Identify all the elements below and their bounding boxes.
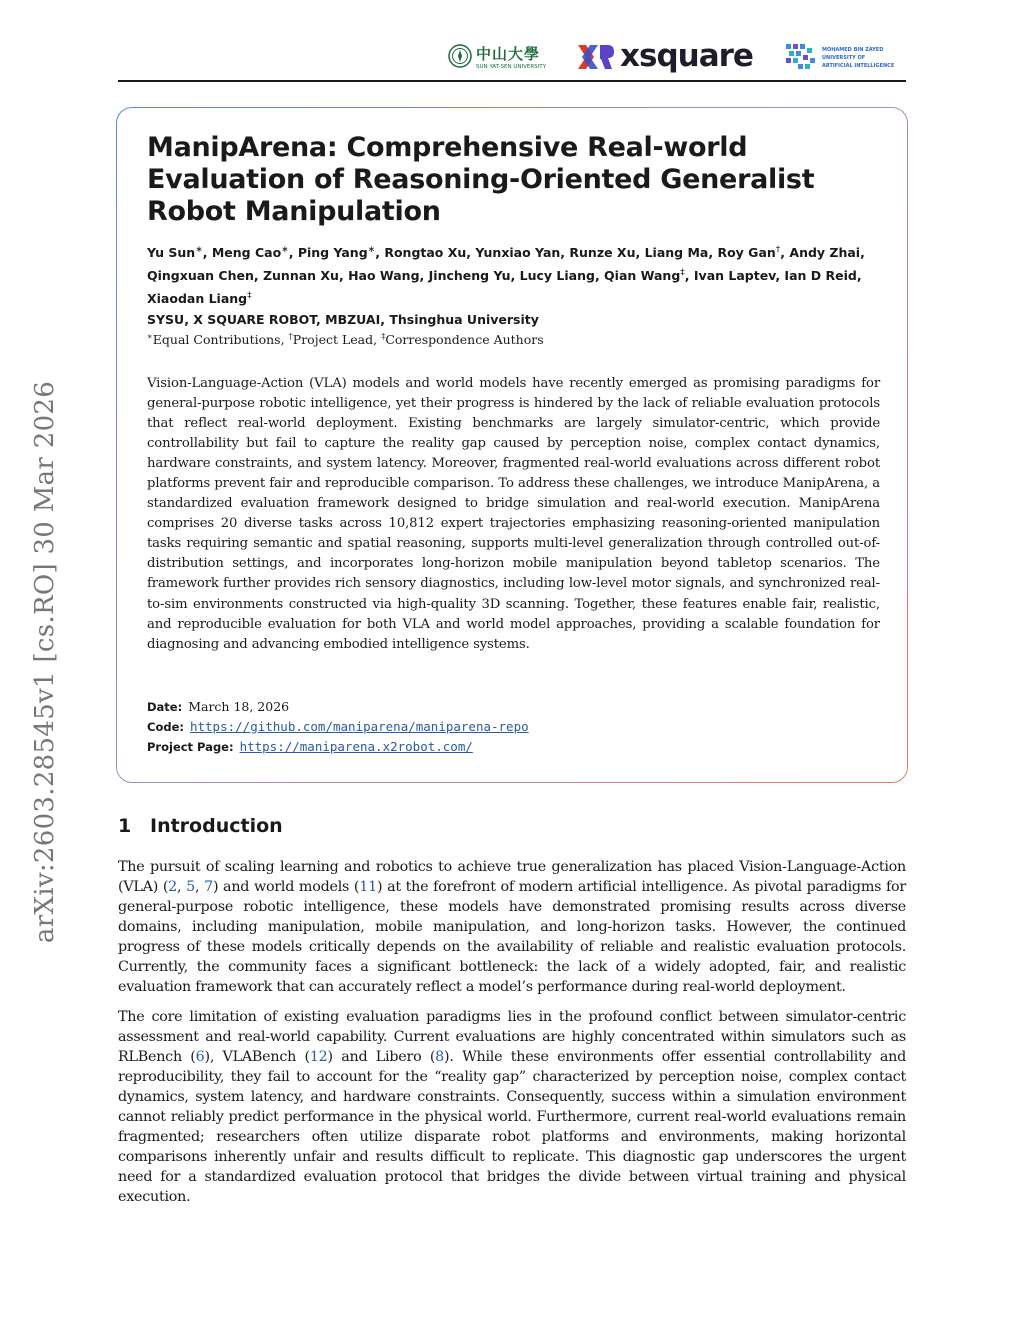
citation-link[interactable]: 12 <box>309 1049 328 1066</box>
mbzuai-name-line-2: UNIVERSITY OF <box>822 55 866 61</box>
author-name <box>384 245 466 260</box>
author-list: Yu Sun∗, Meng Cao∗, Ping Yang∗, Rongtao Xu, Yunxiao Yan, Runze Xu, Liang Ma, Roy Gan†, Andy Zhai, Qingxuan Chen, Zunnan Xu, Hao Wang, Jincheng Yu, Lucy Liang, Qian Wang‡, Ivan Laptev, Ian D Reid, Xiaodan Liang‡ <box>147 245 865 307</box>
author-name <box>263 268 339 283</box>
sysu-chinese-name: 中山大學 <box>476 45 541 63</box>
author-name <box>147 245 203 260</box>
author-name <box>429 268 511 283</box>
date-row <box>147 699 289 714</box>
contribution-mark: † <box>288 332 293 342</box>
author-name <box>694 268 775 283</box>
contribution-mark: ∗ <box>147 332 153 342</box>
mbzuai-name-line-1: MOHAMED BIN ZAYED <box>822 47 884 53</box>
code-row <box>147 719 529 734</box>
author-name-text: Ian D Reid <box>784 268 857 284</box>
paragraph-text: ) and world models ( <box>212 879 360 896</box>
xsquare-wordmark: xsquare <box>620 38 753 74</box>
xr-mark-icon <box>576 42 616 72</box>
sysu-seal-icon <box>448 44 472 68</box>
author-name <box>645 245 709 260</box>
author-name <box>348 268 419 283</box>
author-mark: ∗ <box>281 245 289 255</box>
sysu-logo <box>448 40 553 76</box>
mbzuai-name-line-3: ARTIFICIAL INTELLIGENCE <box>822 63 895 69</box>
abstract-text: Vision-Language-Action (VLA) models and world models have recently emerged as promising paradigms for general-purpose robotic intelligence, yet their progress is hindered by the lack of reliable evaluation protocols that reflect real-world deployment. Existing benchmarks are largely simulator-centric, which provide controllability but fail to capture the reality gap caused by perception noise, complex contact dynamics, hardware constraints, and system latency. Moreover, fragmented real-world evaluations across different robot platforms prevent fair and reproducible comparison. To address these challenges, we introduce ManipArena, a standardized evaluation framework designed to bridge simulation and real-world execution. ManipArena comprises 20 diverse tasks across 10,812 expert trajectories emphasizing reasoning-oriented manipulation tasks requiring semantic and spatial reasoning, supports multi-level generalization through controlled out-of-distribution settings, and incorporates long-horizon mobile manipulation beyond tabletop scenarios. The framework further provides rich sensory diagnostics, including low-level motor signals, and synchronized real-to-sim environments constructed via high-quality 3D scanning. Together, these features enable fair, realistic, and reproducible evaluation for both VLA and world model approaches, providing a scalable foundation for diagnosing and advancing embodied intelligence systems. <box>147 376 880 652</box>
arxiv-identifier-stamp: arXiv:2603.28545v1 [cs.RO] 30 Mar 2026 <box>30 380 60 944</box>
section-title: Introduction <box>150 815 283 837</box>
author-name-text: Qian Wang <box>604 268 681 284</box>
project-page-row <box>147 739 473 754</box>
author-name <box>789 245 860 260</box>
author-name-text: Liang Ma <box>644 245 709 261</box>
author-name-text: Qingxuan Chen <box>147 268 254 284</box>
author-name <box>604 268 685 283</box>
author-mark: ‡ <box>247 291 252 302</box>
code-link[interactable]: https://github.com/maniparena/maniparena-repo <box>189 719 529 734</box>
citation-link[interactable]: 2 <box>168 879 178 896</box>
author-mark: ∗ <box>367 245 376 255</box>
author-name-text: Ping Yang <box>297 245 368 261</box>
abstract-box-inner <box>117 108 907 782</box>
citation-separator: , <box>177 879 187 896</box>
paragraph-text: The core limitation of existing evaluation paradigms lies in the profound conflict between simulator-centric assessment and real-world capability. Current evaluations are highly concentrated within simulators such as RLBench ( <box>118 1009 906 1066</box>
paragraph-text: ) and Libero ( <box>327 1049 436 1066</box>
author-name-text: Hao Wang <box>348 268 420 284</box>
affiliations: SYSU, X SQUARE ROBOT, MBZUAI, Thsinghua University <box>147 312 539 327</box>
contribution-text: Correspondence Authors <box>385 332 544 348</box>
author-name-text: Ivan Laptev <box>693 268 776 284</box>
citation-separator: , <box>194 879 205 896</box>
paragraph-text: ). While these environments offer essential controllability and reproducibility, they fail to account for the “reality gap” characterized by perception noise, complex contact dynamics, system latency, and hardware constraints. Consequently, success within a simulation environment cannot reliably predict performance in the physical world. Furthermore, current real-world evaluations remain fragmented; researchers often utilize disparate robot platforms and environments, making horizontal comparisons inherently unfair and results difficult to replicate. This diagnostic gap underscores the urgent need for a standardized evaluation protocol that bridges the divide between virtual training and physical execution. <box>118 1049 906 1206</box>
code-label: Code: <box>147 720 184 734</box>
author-name-text: Andy Zhai <box>789 245 861 261</box>
author-name-text: Yu Sun <box>147 245 196 261</box>
author-name <box>784 268 856 283</box>
project-page-link[interactable]: https://maniparena.x2robot.com/ <box>239 739 473 754</box>
author-name <box>717 245 780 260</box>
contribution-mark: ‡ <box>381 332 386 342</box>
author-name-text: Roy Gan <box>717 245 776 261</box>
citation-link[interactable]: 6 <box>195 1049 205 1066</box>
contribution-text: Equal Contributions, <box>152 332 289 348</box>
author-name-text: Runze Xu <box>569 245 636 261</box>
author-name <box>147 268 254 283</box>
author-name-text: Xiaodan Liang <box>147 291 248 307</box>
sysu-english-name: SUN YAT-SEN UNIVERSITY <box>476 64 546 70</box>
citation-link[interactable]: 5 <box>186 879 195 896</box>
date-label: Date: <box>147 700 183 714</box>
citation-link[interactable]: 11 <box>359 879 377 896</box>
paragraph-text: ), VLABench ( <box>204 1049 310 1066</box>
paragraph-text: ) at the forefront of modern artificial intelligence. As pivotal paradigms for general-purpose robotic intelligence, these models have demonstrated promising results across diverse domains, including manipulation, mobile manipulation, and long-horizon tasks. However, the continued progress of these models critically depends on the availability of reliable and realistic evaluation protocols. Currently, the community faces a significant bottleneck: the lack of a widely adopted, fair, and realistic evaluation framework that can accurately reflect a model’s performance during real-world deployment. <box>118 879 906 996</box>
intro-paragraph-1 <box>118 857 906 997</box>
author-name <box>475 245 560 260</box>
author-name <box>569 245 635 260</box>
paper-title: ManipArena: Comprehensive Real-world Evaluation of Reasoning-Oriented Generalist Robot Manipulation <box>147 132 815 227</box>
paragraph-text: The pursuit of scaling learning and robotics to achieve true generalization has placed Vision-Language-Action (VLA) ( <box>118 859 906 896</box>
citation-link[interactable]: 7 <box>204 879 213 896</box>
author-name-text: Yunxiao Yan <box>475 245 561 261</box>
contribution-note <box>147 332 544 347</box>
date-value: March 18, 2026 <box>188 699 290 714</box>
mbzuai-logo <box>784 40 904 76</box>
author-mark: ∗ <box>195 245 203 255</box>
author-name <box>212 245 289 260</box>
contribution-text: Project Lead, <box>292 332 382 348</box>
author-name-text: Meng Cao <box>211 245 282 261</box>
citation-link[interactable]: 8 <box>435 1049 445 1066</box>
author-name <box>147 291 252 306</box>
author-mark: † <box>775 245 781 255</box>
author-name-text: Lucy Liang <box>519 268 595 284</box>
author-name <box>298 245 375 260</box>
section-number: 1 <box>118 815 132 837</box>
project-page-label: Project Page: <box>147 740 234 754</box>
author-name-text: Zunnan Xu <box>262 268 339 284</box>
header-rule <box>118 80 906 82</box>
author-name-text: Rongtao Xu <box>384 245 467 261</box>
author-name-text: Jincheng Yu <box>428 268 511 284</box>
mbzuai-pixel-icon <box>784 42 818 72</box>
xsquare-logo <box>576 40 756 76</box>
author-mark: ‡ <box>680 268 685 279</box>
abstract-box <box>116 107 908 783</box>
author-name <box>520 268 595 283</box>
intro-paragraph-2 <box>118 1007 906 1207</box>
